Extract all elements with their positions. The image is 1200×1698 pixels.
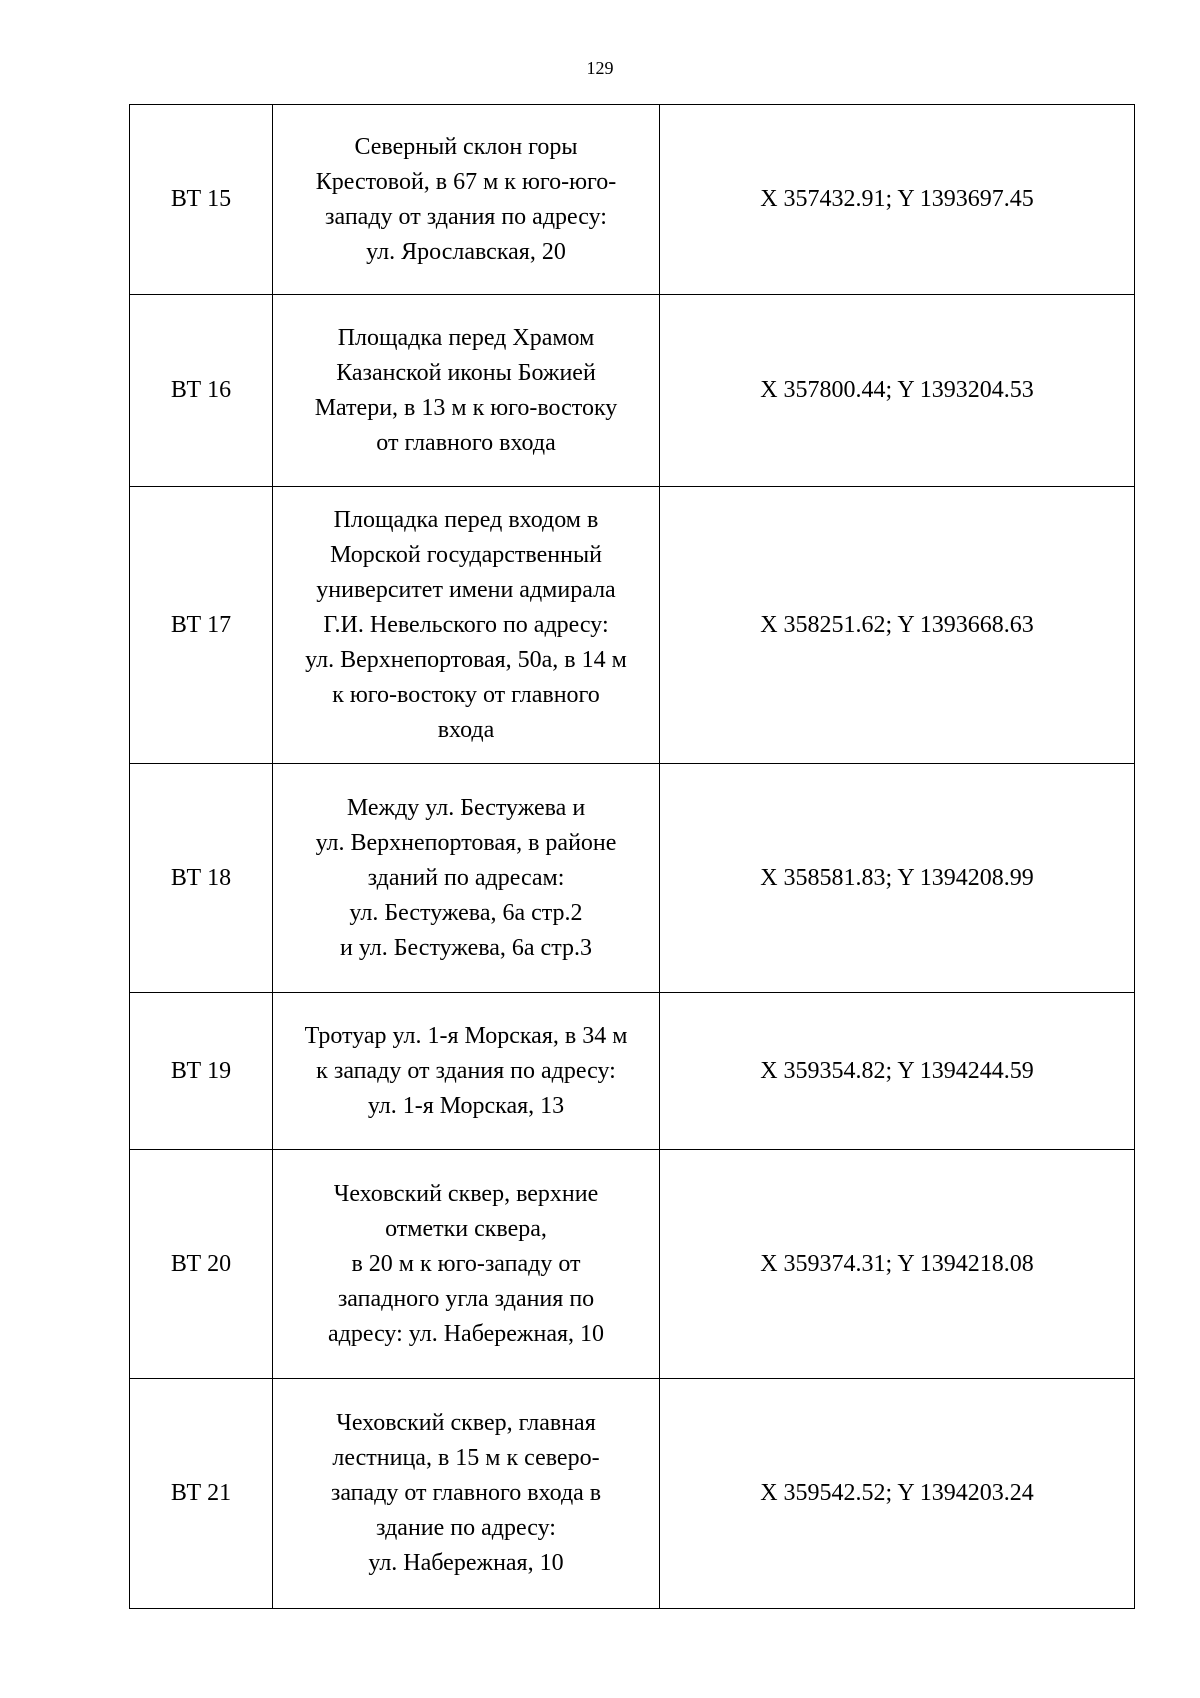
description-line: к юго-востоку от главного [332, 681, 600, 708]
table-row [130, 764, 1135, 993]
description-line: Между ул. Бестужева и [346, 794, 586, 821]
description-line: западу от здания по адресу: [325, 203, 607, 230]
point-code: ВТ 17 [130, 487, 273, 764]
point-coordinates: X 357432.91; Y 1393697.45 [660, 105, 1135, 295]
description-line: Г.И. Невельского по адресу: [323, 611, 609, 638]
table-row [130, 487, 1135, 764]
description-line: к западу от здания по адресу: [316, 1057, 616, 1084]
description-line: Чеховский сквер, главная [336, 1410, 596, 1436]
description-line: ул. Ярославская, 20 [366, 238, 566, 265]
description-line: ул. 1-я Морская, 13 [367, 1092, 565, 1119]
point-coordinates: X 359374.31; Y 1394218.08 [660, 1150, 1135, 1379]
description-line: Площадка перед Храмом [337, 324, 595, 351]
description-line: ул. Набережная, 10 [368, 1550, 564, 1576]
point-description [273, 487, 660, 764]
point-description [273, 993, 660, 1150]
description-line: здание по адресу: [376, 1515, 556, 1541]
description-line: Чеховский сквер, верхние [333, 1180, 599, 1207]
point-description [273, 295, 660, 487]
table-row [130, 1379, 1135, 1609]
point-coordinates: X 358251.62; Y 1393668.63 [660, 487, 1135, 764]
description-line: ул. Бестужева, 6а стр.2 [349, 899, 583, 926]
point-coordinates: X 359354.82; Y 1394244.59 [660, 993, 1135, 1150]
description-line: университет имени адмирала [316, 576, 616, 603]
point-coordinates: X 358581.83; Y 1394208.99 [660, 764, 1135, 993]
description-line: в 20 м к юго-западу от [351, 1250, 581, 1277]
table-row [130, 1150, 1135, 1379]
point-description [273, 105, 660, 295]
description-line: Северный склон горы [354, 133, 578, 160]
description-line: Площадка перед входом в [333, 506, 599, 533]
point-code: ВТ 18 [130, 764, 273, 993]
description-line: зданий по адресам: [367, 864, 565, 891]
description-line: лестница, в 15 м к северо- [332, 1445, 600, 1471]
description-line: отметки сквера, [385, 1215, 547, 1242]
point-code: ВТ 19 [130, 993, 273, 1150]
description-line: Морской государственный [330, 541, 602, 568]
description-line: от главного входа [376, 429, 556, 456]
description-line: ул. Верхнепортовая, в районе [315, 829, 617, 856]
description-line: Тротуар ул. 1-я Морская, в 34 м [304, 1022, 628, 1049]
description-line: адресу: ул. Набережная, 10 [327, 1320, 605, 1347]
description-line: ул. Верхнепортовая, 50а, в 14 м [305, 646, 627, 673]
table-row [130, 295, 1135, 487]
viewpoints-table [129, 104, 1135, 1609]
point-description [273, 1379, 660, 1609]
description-line: входа [437, 716, 495, 743]
page-number: 129 [586, 58, 614, 78]
description-line: Казанской иконы Божией [336, 359, 596, 386]
point-description [273, 764, 660, 993]
description-line: Крестовой, в 67 м к юго-юго- [315, 168, 617, 195]
description-line: западу от главного входа в [330, 1480, 602, 1506]
table-row [130, 993, 1135, 1150]
point-coordinates: X 357800.44; Y 1393204.53 [660, 295, 1135, 487]
description-line: западного угла здания по [337, 1285, 595, 1312]
table-body [130, 105, 1135, 1609]
description-line: Матери, в 13 м к юго-востоку [314, 394, 618, 421]
point-code: ВТ 15 [130, 105, 273, 295]
point-code: ВТ 20 [130, 1150, 273, 1379]
table-row [130, 105, 1135, 295]
description-line: и ул. Бестужева, 6а стр.3 [340, 934, 592, 961]
point-code: ВТ 16 [130, 295, 273, 487]
point-coordinates: X 359542.52; Y 1394203.24 [660, 1379, 1135, 1609]
point-description [273, 1150, 660, 1379]
point-code: ВТ 21 [130, 1379, 273, 1609]
